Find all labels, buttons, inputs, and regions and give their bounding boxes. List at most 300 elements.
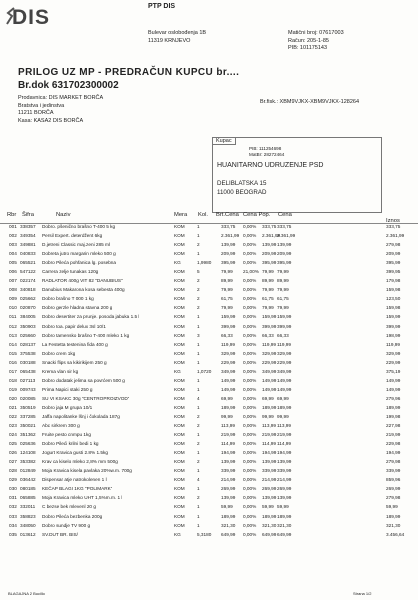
cell-rbr: 026 xyxy=(9,450,17,456)
cell-cp: 0,00% xyxy=(243,350,257,356)
cell-bc: 214,99 xyxy=(221,477,236,483)
cell-pop: 119,99 xyxy=(262,341,276,347)
cell-kol: 2 xyxy=(197,495,200,501)
cell-cena: 189,99 xyxy=(277,513,292,519)
cell-pop: 139,99 xyxy=(262,242,277,248)
cell-kol: 1,9980 xyxy=(197,260,212,266)
cell-mera: KOM xyxy=(174,314,185,320)
col-sifra: Šifra xyxy=(22,212,34,218)
cell-naz: SV.DUT BR. BIS/ xyxy=(42,531,78,537)
cell-cena: 99,99 xyxy=(277,413,289,419)
cell-iz: 279,98 xyxy=(386,242,401,248)
cell-rbr: 012 xyxy=(9,323,17,329)
cell-kol: 1 xyxy=(197,513,200,519)
col-cena: Cena xyxy=(278,212,292,218)
buyer-id-line: MatBr: 28272464 xyxy=(249,152,285,157)
cell-bc: 99,99 xyxy=(221,413,233,419)
cell-bc: 149,99 xyxy=(221,377,236,383)
cell-sif: 020085 xyxy=(20,395,36,401)
cell-rbr: 013 xyxy=(9,332,17,338)
cell-pop: 61,75 xyxy=(262,296,274,302)
cell-sif: 349881 xyxy=(20,242,36,248)
cell-cena: 139,99 xyxy=(277,242,292,248)
cell-bc: 395,99 xyxy=(221,260,236,266)
cell-rbr: 017 xyxy=(9,368,17,374)
cell-kol: 1 xyxy=(197,486,200,492)
table-row xyxy=(0,531,418,540)
cell-iz: 123,50 xyxy=(386,296,401,302)
table-row xyxy=(0,268,418,277)
cell-sif: 358823 xyxy=(20,513,36,519)
cell-kol: 5 xyxy=(197,269,200,275)
cell-sif: 009743 xyxy=(20,386,36,392)
cell-pop: 269,99 xyxy=(262,486,277,492)
table-row xyxy=(0,395,418,404)
buyer-address-line: DELIBLATSKA 15 xyxy=(217,180,267,187)
cell-sif: 025662 xyxy=(20,296,36,302)
cell-cp: 0,00% xyxy=(243,423,257,429)
cell-bc: 329,99 xyxy=(221,350,236,356)
cell-bc: 139,99 xyxy=(221,495,236,501)
fiscal-number: Br.fisk.: XBM9VJKX-XBM9VJKX-128264 xyxy=(260,99,360,105)
cell-bc: 189,99 xyxy=(221,513,236,519)
cell-cp: 0,00% xyxy=(243,450,257,456)
cell-cp: 0,00% xyxy=(243,314,257,320)
cell-mera: KOM xyxy=(174,359,185,365)
cell-cena: 395,99 xyxy=(277,260,292,266)
cell-rbr: 030 xyxy=(9,486,17,492)
cell-mera: KOM xyxy=(174,296,185,302)
cell-bc: 139,99 xyxy=(221,459,236,465)
cell-kol: 1 xyxy=(197,233,200,239)
cell-naz: Krema vlan sir kg xyxy=(42,368,79,374)
cell-sif: 353382 xyxy=(20,459,36,465)
cell-sif: 080185 xyxy=(20,486,36,492)
cell-rbr: 009 xyxy=(9,296,17,302)
cell-sif: 028137 xyxy=(20,341,36,347)
cell-iz: 333,75 xyxy=(386,224,401,229)
cell-naz: Danubius Makarona kosa sebesta 400g xyxy=(42,287,125,293)
cell-cp: 0,00% xyxy=(243,522,257,528)
cell-rbr: 011 xyxy=(9,314,17,320)
cell-cp: 0,00% xyxy=(243,296,257,302)
cell-mera: KOM xyxy=(174,423,185,429)
cell-iz: 159,99 xyxy=(386,314,401,320)
cell-sif: 350519 xyxy=(20,404,36,410)
cell-sif: 338357 xyxy=(20,224,36,229)
cell-kol: 1 xyxy=(197,341,200,347)
cell-naz: Jogurt Kravica gusti 2.8% 1.5kg xyxy=(42,450,108,456)
cell-kol: 2 xyxy=(197,441,200,447)
cell-rbr: 033 xyxy=(9,513,17,519)
cell-cp: 0,00% xyxy=(243,260,257,266)
cell-kol: 2 xyxy=(197,242,200,248)
cell-sif: 340818 xyxy=(20,287,36,293)
cell-kol: 1 xyxy=(197,386,200,392)
seller-line: Bratstva i jedinstva xyxy=(18,102,65,109)
cell-iz: 198,99 xyxy=(386,332,401,338)
cell-cp: 0,00% xyxy=(243,486,257,492)
cell-pop: 339,99 xyxy=(262,468,277,474)
cell-cp: 0,00% xyxy=(243,395,257,401)
table-row xyxy=(0,476,418,485)
cell-kol: 4 xyxy=(197,477,200,483)
cell-mera: KOM xyxy=(174,287,185,293)
cell-pop: 214,99 xyxy=(262,477,277,483)
cell-cp: 0,00% xyxy=(243,359,257,365)
table-row xyxy=(0,232,418,241)
cell-naz: Dispensar atje natrokolenen 1 l xyxy=(42,477,107,483)
company-name: PTP DIS xyxy=(148,3,176,10)
cell-iz: 399,95 xyxy=(386,269,401,275)
cell-bc: 229,99 xyxy=(221,359,236,365)
cell-mera: KOM xyxy=(174,332,185,338)
cell-pop: 329,99 xyxy=(262,350,277,356)
cell-pop: 333,75 xyxy=(262,224,277,229)
cell-cena: 329,99 xyxy=(277,350,292,356)
cell-cena: 2.361,99 xyxy=(277,233,296,239)
cell-bc: 113,99 xyxy=(221,423,235,429)
table-row xyxy=(0,368,418,377)
cell-mera: KOM xyxy=(174,278,185,284)
cell-cena: 269,99 xyxy=(277,486,292,492)
table-row xyxy=(0,494,418,503)
company-id-line: Matični broj: 07617003 xyxy=(288,30,344,36)
cell-iz: 209,99 xyxy=(386,251,401,257)
cell-sif: 030188 xyxy=(20,359,36,365)
cell-rbr: 006 xyxy=(9,269,17,275)
table-row xyxy=(0,440,418,449)
cell-sif: 012849 xyxy=(20,468,36,474)
cell-kol: 2 xyxy=(197,459,200,465)
cell-naz: C bezse bek mlevenl 20 g xyxy=(42,504,96,510)
cell-naz: Fruite pesto cnmpu 1kg xyxy=(42,432,91,438)
cell-cena: 61,75 xyxy=(277,296,289,302)
cell-iz: 375,19 xyxy=(386,368,401,374)
cell-cp: 0,00% xyxy=(243,413,257,419)
cell-mera: KOM xyxy=(174,468,185,474)
table-row xyxy=(0,332,418,341)
cell-sif: 025660 xyxy=(20,332,36,338)
col-cena-pop: Cena Pop. xyxy=(243,212,271,218)
cell-cena: 649,99 xyxy=(277,531,292,537)
cell-pop: 194,99 xyxy=(262,450,277,456)
seller-info xyxy=(18,95,103,125)
table-row xyxy=(0,350,418,359)
cell-pop: 189,99 xyxy=(262,513,277,519)
cell-bc: 349,99 xyxy=(221,368,236,374)
cell-pop: 149,99 xyxy=(262,377,277,383)
col-rbr: Rbr xyxy=(7,212,17,218)
document-number: Br.dok 631702300002 xyxy=(18,80,119,91)
cell-cp: 0,00% xyxy=(243,323,257,329)
buyer-name: HUANITARNO UDRUZENJE PSD xyxy=(217,162,324,169)
cell-bc: 649,99 xyxy=(221,531,236,537)
table-row xyxy=(0,323,418,332)
table-row xyxy=(0,286,418,295)
cell-sif: 065438 xyxy=(20,368,36,374)
seller-line: Prodavnica: DIS MARKET BORČA xyxy=(18,95,104,101)
table-row xyxy=(0,404,418,413)
cell-naz: La Festetta testenina fida 400 g xyxy=(42,341,108,347)
cell-cena: 333,75 xyxy=(277,224,292,229)
cell-iz: 269,99 xyxy=(386,486,401,492)
cell-iz: 199,98 xyxy=(386,413,401,419)
seller-line: 11211 BORČA xyxy=(18,110,54,116)
cell-sif: 065521 xyxy=(20,260,36,266)
cell-naz: RADLATOR 400g VIT 82 "DANUBIUS" xyxy=(42,278,123,284)
cell-rbr: 019 xyxy=(9,386,17,392)
cell-cena: 349,99 xyxy=(277,368,292,374)
cell-iz: 329,99 xyxy=(386,350,401,356)
cell-sif: 350903 xyxy=(20,323,36,329)
cell-mera: KOM xyxy=(174,341,185,347)
cell-rbr: 001 xyxy=(9,224,17,229)
cell-cp: 0,00% xyxy=(243,224,257,229)
cell-naz: Dobro toa. papir delux 3sl 10/1 xyxy=(42,323,106,329)
cell-naz: Krav ca kiselo mleko 2,8% mm 500g xyxy=(42,459,118,465)
cell-rbr: 016 xyxy=(9,359,17,365)
cell-mera: KOM xyxy=(174,404,185,410)
cell-sif: 020870 xyxy=(20,305,36,311)
cell-mera: KOM xyxy=(174,486,185,492)
table-row xyxy=(0,422,418,431)
company-id-line: Račun: 205-1-85 xyxy=(288,37,329,44)
cell-mera: KOM xyxy=(174,459,185,465)
cell-mera: KOM xyxy=(174,441,185,447)
cell-pop: 395,99 xyxy=(262,260,277,266)
cell-pop: 99,99 xyxy=(262,413,274,419)
cell-rbr: 032 xyxy=(9,504,17,510)
cell-iz: 279,98 xyxy=(386,495,401,501)
cell-pop: 66,33 xyxy=(262,332,274,338)
cell-pop: 139,99 xyxy=(262,459,277,465)
cell-rbr: 029 xyxy=(9,477,17,483)
cell-iz: 119,99 xyxy=(386,341,400,347)
cell-naz: Dobro brašno T 000 1 kg xyxy=(42,296,94,302)
cell-kol: 1 xyxy=(197,522,200,528)
cell-mera: KOM xyxy=(174,413,185,419)
cell-pop: 149,99 xyxy=(262,386,277,392)
cell-mera: KOM xyxy=(174,477,185,483)
cell-pop: 399,99 xyxy=(262,323,277,329)
cell-iz: 321,30 xyxy=(386,522,401,528)
cell-iz: 149,99 xyxy=(386,386,401,392)
cell-pop: 79,99 xyxy=(262,305,274,311)
cell-pop: 139,99 xyxy=(262,495,277,501)
cell-cp: 0,00% xyxy=(243,432,257,438)
cell-cp: 0,00% xyxy=(243,341,257,347)
cell-rbr: 005 xyxy=(9,260,17,266)
cell-iz: 399,99 xyxy=(386,323,401,329)
cell-naz: Dobreta jutro margarin mleko 500 g xyxy=(42,251,116,257)
cell-naz: Jaffa napolitanke lšnj i čokolada 187g xyxy=(42,413,120,419)
cell-cena: 119,99 xyxy=(277,341,291,347)
cell-cena: 149,99 xyxy=(277,377,292,383)
cell-kol: 2 xyxy=(197,287,200,293)
cell-mera: KOM xyxy=(174,386,185,392)
cell-rbr: 022 xyxy=(9,413,17,419)
cell-sif: 351362 xyxy=(20,432,36,438)
cell-cena: 113,99 xyxy=(277,423,291,429)
cell-mera: KOM xyxy=(174,251,185,257)
cell-pop: 69,99 xyxy=(262,395,274,401)
cell-mera: KOM xyxy=(174,513,185,519)
cell-mera: KOM xyxy=(174,350,185,356)
cell-kol: 1 xyxy=(197,350,200,356)
table-row xyxy=(0,413,418,422)
cell-kol: 1 xyxy=(197,404,200,410)
cell-iz: 229,99 xyxy=(386,359,401,365)
cell-iz: 395,99 xyxy=(386,260,401,266)
cell-iz: 859,96 xyxy=(386,477,401,483)
cell-pop: 321,30 xyxy=(262,522,277,528)
cell-bc: 59,99 xyxy=(221,504,233,510)
cell-bc: 2.361,99 xyxy=(221,233,240,239)
cell-cena: 229,99 xyxy=(277,359,292,365)
cell-sif: 065885 xyxy=(20,495,36,501)
cell-kol: 2 xyxy=(197,278,200,284)
cell-rbr: 014 xyxy=(9,341,17,347)
cell-rbr: 021 xyxy=(9,404,17,410)
cell-iz: 59,99 xyxy=(386,504,398,510)
cell-pop: 113,99 xyxy=(262,423,276,429)
cell-pop: 219,99 xyxy=(262,432,277,438)
cell-kol: 1 xyxy=(197,359,200,365)
cell-rbr: 004 xyxy=(9,251,17,257)
table-row xyxy=(0,304,418,313)
cell-mera: KG xyxy=(174,531,181,537)
cell-iz: 189,99 xyxy=(386,513,401,519)
cell-sif: 337285 xyxy=(20,413,36,419)
cell-bc: 159,99 xyxy=(221,314,236,320)
cell-kol: 1 xyxy=(197,323,200,329)
cell-cena: 189,99 xyxy=(277,404,292,410)
cell-rbr: 015 xyxy=(9,350,17,356)
company-logo: DIS xyxy=(12,6,51,29)
cell-sif: 027113 xyxy=(20,377,36,383)
company-address-line: 11319 KRNJEVO xyxy=(148,37,191,44)
table-row xyxy=(0,458,418,467)
cell-iz: 2.361,99 xyxy=(386,233,405,239)
cell-bc: 79,99 xyxy=(221,269,233,275)
cell-cp: 21,00% xyxy=(243,269,259,275)
cell-kol: 1 xyxy=(197,224,200,229)
cell-mera: KOM xyxy=(174,323,185,329)
cell-kol: 1 xyxy=(197,450,200,456)
cell-bc: 119,99 xyxy=(221,341,235,347)
cell-naz: D.jetreni Classic maj.zeni 285 ml xyxy=(42,242,110,248)
cell-sif: 349354 xyxy=(20,233,36,239)
table-row xyxy=(0,467,418,476)
cell-rbr: 035 xyxy=(9,531,17,537)
cell-cp: 0,00% xyxy=(243,332,257,338)
cell-mera: KG xyxy=(174,260,181,266)
table-row xyxy=(0,250,418,259)
company-ids xyxy=(288,30,344,53)
cell-mera: KOM xyxy=(174,269,185,275)
cell-bc: 149,99 xyxy=(221,386,236,392)
cell-sif: 040833 xyxy=(20,251,36,257)
cell-sif: 348050 xyxy=(20,522,36,528)
cell-kol: 1 xyxy=(197,377,200,383)
company-id-line: PIB: 101175143 xyxy=(288,45,328,51)
cell-naz: Snacki flips sa kikirikijem 250 g xyxy=(42,359,107,365)
cell-iz: 3.456,64 xyxy=(386,531,405,537)
cell-cena: 79,99 xyxy=(277,287,289,293)
cell-kol: 1 xyxy=(197,314,200,320)
cell-sif: 547122 xyxy=(20,269,36,275)
cell-rbr: 008 xyxy=(9,287,17,293)
cell-rbr: 024 xyxy=(9,432,17,438)
cell-kol: 3 xyxy=(197,332,200,338)
cell-kol: 2 xyxy=(197,296,200,302)
cell-bc: 66,33 xyxy=(221,332,233,338)
cell-bc: 114,99 xyxy=(221,441,235,447)
cell-cp: 0,00% xyxy=(243,404,257,410)
table-row xyxy=(0,386,418,395)
cell-naz: Dobro Pileća pohfanica lg. posebna xyxy=(42,260,117,266)
cell-rbr: 031 xyxy=(9,495,17,501)
cell-pop: 59,99 xyxy=(262,504,274,510)
cell-mera: KOM xyxy=(174,242,185,248)
cell-bc: 333,75 xyxy=(221,224,236,229)
cell-pop: 114,99 xyxy=(262,441,276,447)
cell-cp: 0,00% xyxy=(243,513,257,519)
cell-naz: Moja Kravica mleko UHT 1,5%m.m. 1 l xyxy=(42,495,123,501)
cell-cena: 59,99 xyxy=(277,504,289,510)
buyer-label: Kupac xyxy=(212,137,236,145)
cell-naz: Dobro sundje TV 900 g xyxy=(42,522,91,528)
buyer-address xyxy=(217,179,266,197)
cell-iz: 179,98 xyxy=(386,278,401,284)
cell-bc: 399,99 xyxy=(221,323,236,329)
cell-kol: 2 xyxy=(197,423,200,429)
cell-naz: KEČAP BLAGI 1KG "POLIMARK" xyxy=(42,486,113,492)
cell-cp: 0,00% xyxy=(243,477,257,483)
seller-line: Kasa: KASA2 DIS BORČA xyxy=(18,117,84,124)
cell-bc: 89,99 xyxy=(221,278,233,284)
cell-naz: Dobro jaja M grupa 10/1 xyxy=(42,404,93,410)
cell-mera: KOM xyxy=(174,395,185,401)
cell-pop: 649,99 xyxy=(262,531,277,537)
table-row xyxy=(0,277,418,286)
cell-iz: 219,99 xyxy=(386,432,401,438)
cell-iz: 227,98 xyxy=(386,423,401,429)
cell-sif: 025636 xyxy=(20,441,36,447)
cell-cena: 214,99 xyxy=(277,477,292,483)
cell-cena: 139,99 xyxy=(277,459,292,465)
cell-cena: 69,99 xyxy=(277,395,289,401)
cell-bc: 61,75 xyxy=(221,296,233,302)
cell-sif: 350021 xyxy=(20,423,36,429)
cell-pop: 229,99 xyxy=(262,359,277,365)
table-row xyxy=(0,241,418,250)
cell-bc: 79,99 xyxy=(221,305,233,311)
cell-cp: 0,00% xyxy=(243,386,257,392)
cell-cena: 159,99 xyxy=(277,314,292,320)
cell-cp: 0,00% xyxy=(243,504,257,510)
cell-kol: 4 xyxy=(197,395,200,401)
cell-cena: 209,99 xyxy=(277,251,292,257)
table-row xyxy=(0,513,418,522)
cell-mera: KOM xyxy=(174,504,185,510)
cell-pop: 349,99 xyxy=(262,368,277,374)
table-row xyxy=(0,485,418,494)
cell-cp: 0,00% xyxy=(243,377,257,383)
cell-cena: 79,99 xyxy=(277,269,289,275)
cell-pop: 209,99 xyxy=(262,251,277,257)
